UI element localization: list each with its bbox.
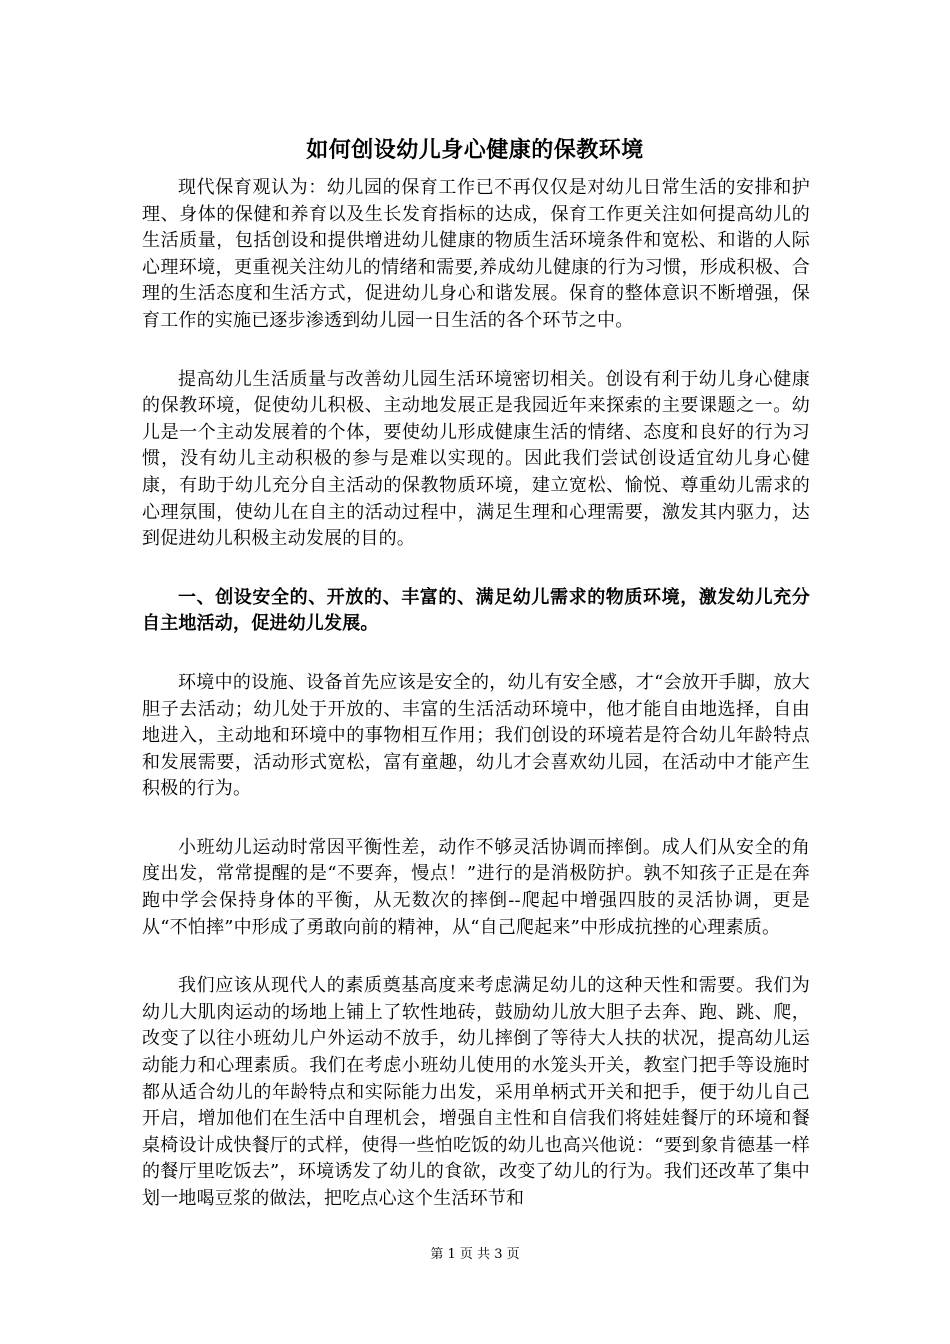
document-body — [142, 175, 810, 1245]
paragraph-small-class: 小班幼儿运动时常因平衡性差，动作不够灵活协调而摔倒。成人们从安全的角度出发，常常提醒的是“不要奔，慢点！”进行的是消极防护。孰不知孩子正是在奔跑中学会保持身体的平衡，从无数次的摔倒--爬起中增强四肢的灵活协调，更是从“不怕摔”中形成了勇敢向前的精神，从“自己爬起来”中形成抗挫的心理素质。 — [142, 836, 810, 938]
paragraph-needs: 我们应该从现代人的素质奠基高度来考虑满足幼儿的这种天性和需要。我们为幼儿大肌肉运动的场地上铺上了软性地砖，鼓励幼儿放大胆子去奔、跑、跳、爬，改变了以往小班幼儿户外运动不放手，幼儿摔倒了等待大人扶的状况，提高幼儿运动能力和心理素质。我们在考虑小班幼儿使用的水笼头开关，教室门把手等设施时都从适合幼儿的年龄特点和实际能力出发，采用单柄式开关和把手，便于幼儿自己开启，增加他们在生活中自理机会，增强自主性和自信我们将娃娃餐厅的环境和餐桌椅设计成快餐厅的式样，使得一些怕吃饭的幼儿也高兴他说：“要到象肯德基一样的餐厅里吃饭去”，环境诱发了幼儿的食欲，改变了幼儿的行为。我们还改革了集中划一地喝豆浆的做法，把吃点心这个生活环节和 — [142, 975, 810, 1209]
paragraph-intro: 现代保育观认为：幼儿园的保育工作已不再仅仅是对幼儿日常生活的安排和护理、身体的保健和养育以及生长发育指标的达成，保育工作更关注如何提高幼儿的生活质量，包括创设和提供增进幼儿健康的物质生活环境条件和宽松、和谐的人际心理环境，更重视关注幼儿的情绪和需要,养成幼儿健康的行为习惯，形成积极、合理的生活态度和生活方式，促进幼儿身心和谐发展。保育的整体意识不断增强，保育工作的实施已逐步渗透到幼儿园一日生活的各个环节之中。 — [142, 177, 810, 331]
document-title: 如何创设幼儿身心健康的保教环境 — [306, 137, 644, 163]
section-heading-1: 一、创设安全的、开放的、丰富的、满足幼儿需求的物质环境，激发幼儿充分自主地活动，促进幼儿发展。 — [142, 586, 810, 635]
paragraph-quality: 提高幼儿生活质量与改善幼儿园生活环境密切相关。创设有利于幼儿身心健康的保教环境，促使幼儿积极、主动地发展正是我园近年来探索的主要课题之一。幼儿是一个主动发展着的个体，要使幼儿形成健康生活的情绪、态度和良好的行为习惯，没有幼儿主动积极的参与是难以实现的。因此我们尝试创设适宜幼儿身心健康，有助于幼儿充分自主活动的保教物质环境，建立宽松、愉悦、尊重幼儿需求的心理氛围，使幼儿在自主的活动过程中，满足生理和心理需要，激发其内驱力，达到促进幼儿积极主动发展的目的。 — [142, 368, 810, 550]
page-number-footer: 第 1 页 共 3 页 — [430, 1247, 520, 1262]
paragraph-environment: 环境中的设施、设备首先应该是安全的，幼儿有安全感，才“会放开手脚，放大胆子去活动；幼儿处于开放的、丰富的生活活动环境中，他才能自由地选择，自由地进入，主动地和环境中的事物相互作用；我们创设的环境若是符合幼儿年龄特点和发展需要，活动形式宽松，富有童趣，幼儿才会喜欢幼儿园，在活动中才能产生积极的行为。 — [142, 671, 810, 800]
